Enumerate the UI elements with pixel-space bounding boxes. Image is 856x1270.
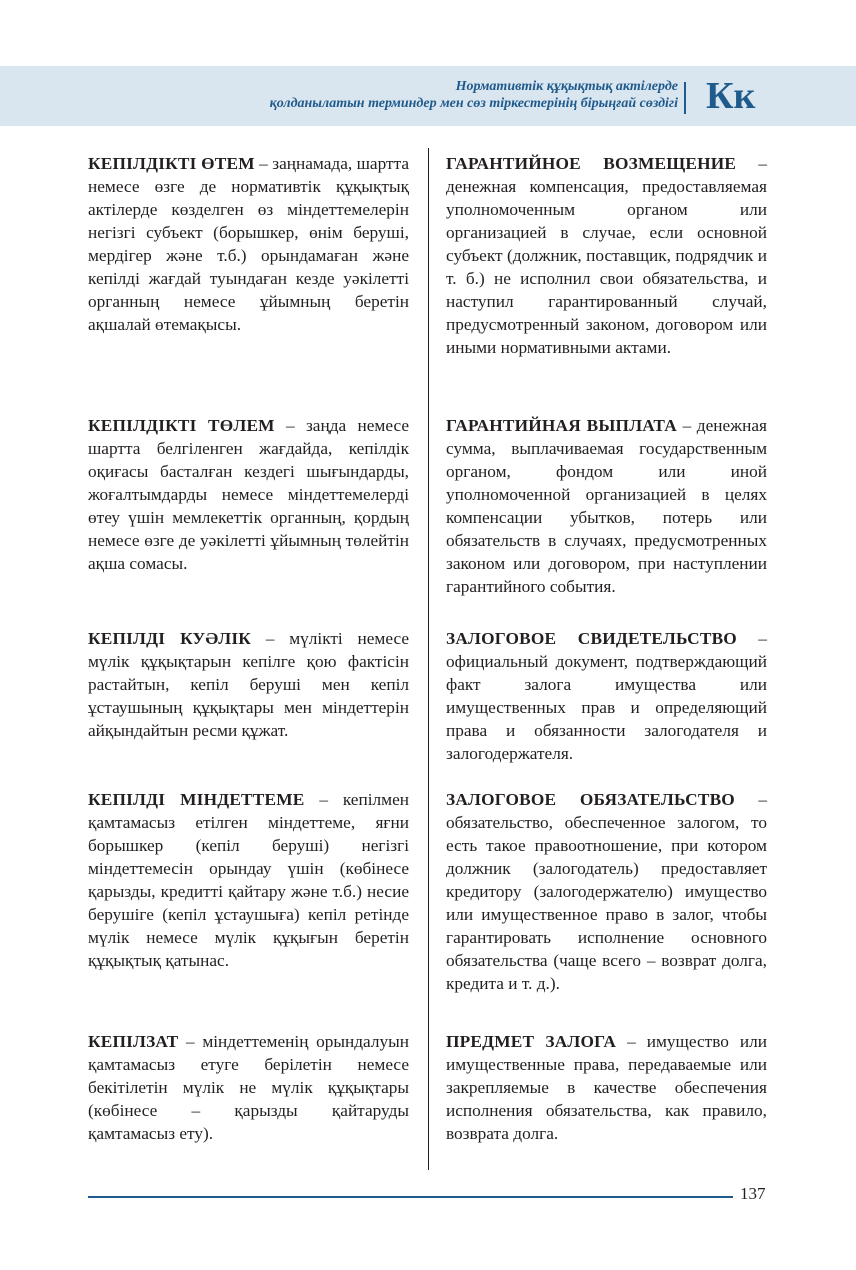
dictionary-entry bbox=[446, 1030, 767, 1145]
entry-term: КЕПІЛДІ МІНДЕТТЕМЕ bbox=[88, 790, 305, 809]
entry-term: КЕПІЛДІ КУӘЛІК bbox=[88, 629, 252, 648]
entry-definition: – заңда немесе шартта белгіленген жағдайда, кепілдік оқиғасы басталған кездегі шығындарды, жоғалтымдарды немесе міндеттемелерді өтеу үшін мемлекеттік органның, қордың немесе өзге де уәкілетті ұйымның төлейтін ақша сомасы. bbox=[88, 416, 409, 573]
entry-term: ЗАЛОГОВОЕ СВИДЕТЕЛЬСТВО bbox=[446, 629, 737, 648]
entry-term: ПРЕДМЕТ ЗАЛОГА bbox=[446, 1032, 617, 1051]
entry-term: ГАРАНТИЙНОЕ ВОЗМЕЩЕНИЕ bbox=[446, 154, 737, 173]
dictionary-entry bbox=[88, 627, 409, 742]
dictionary-entry bbox=[446, 627, 767, 765]
entry-term: ГАРАНТИЙНАЯ ВЫПЛАТА bbox=[446, 416, 677, 435]
entry-definition: – заңнамада, шартта немесе өзге де нормативтік құқықтық актілерде көзделген өз міндеттемелерін негізгі субъект (борышкер, өнім беруші, мердігер және т.б.) орындамаған және кепілді жағдай туындаған кезде уәкілетті органның немесе ұйымның беретін ақшалай өтемақысы. bbox=[88, 154, 410, 334]
entry-term: КЕПІЛДІКТІ ТӨЛЕМ bbox=[88, 416, 275, 435]
dictionary-entry bbox=[88, 152, 409, 336]
dictionary-entry bbox=[446, 414, 767, 598]
entry-definition: – міндеттеменің орындалуын қамтамасыз етуге берілетін немесе бекітілетін мүлік не мүлік құқықтары (көбінесе – қарызды қайтаруды қамтамасыз ету). bbox=[88, 1032, 409, 1143]
entry-definition: – кепілмен қамтамасыз етілген міндеттеме, яғни борышкер (кепіл беруші) негізгі міндеттемесін орындау үшін (көбінесе қарызды, кредитті қайтару және т.б.) несие берушіге (кепіл ұстаушыға) кепіл ретінде мүлік немесе мүлік құқығын беретін құқықтық қатынас. bbox=[88, 790, 409, 970]
running-header-line-2: қолданылатын терминдер мен сөз тіркестерінің бірыңғай сөздігі bbox=[269, 96, 678, 111]
entry-definition: – денежная компенсация, предоставляемая уполномоченным органом или организацией в случае, если основной субъект (должник, поставщик, подрядчик и т. б.) не исполнил свои обязательства, и наступил гарантированный случай, предусмотренный законом, договором или иными нормативными актами. bbox=[446, 154, 767, 357]
entry-definition: – мүлікті немесе мүлік құқықтарын кепілге қою фактісін растайтын, кепіл беруші мен кепіл ұстаушының құқықтары мен міндеттерін айқындайтын ресми құжат. bbox=[88, 629, 409, 740]
entry-definition: – обязательство, обеспеченное залогом, то есть такое правоотношение, при котором должник (залогодатель) предоставляет кредитору (залогодержателю) имущество или имущественное право в залог, чтобы гарантировать исполнение основного обязательства (чаще всего – возврат долга, кредита и т. д.). bbox=[446, 790, 767, 993]
running-header bbox=[118, 78, 678, 112]
dictionary-entry bbox=[446, 152, 767, 359]
entry-term: ЗАЛОГОВОЕ ОБЯЗАТЕЛЬСТВО bbox=[446, 790, 735, 809]
entry-definition: – официальный документ, подтверждающий факт залога имущества или имущественных прав и определяющий права и обязанности залогодателя и залогодержателя. bbox=[446, 629, 767, 763]
dictionary-entry bbox=[88, 414, 409, 575]
entry-term: КЕПІЛЗАТ bbox=[88, 1032, 179, 1051]
dictionary-entry bbox=[88, 788, 409, 972]
running-header-line-1: Нормативтік құқықтық актілерде bbox=[455, 79, 678, 94]
dictionary-entry bbox=[88, 1030, 409, 1145]
footer-rule bbox=[88, 1196, 733, 1198]
page-number: 137 bbox=[740, 1184, 766, 1203]
header-divider bbox=[684, 82, 686, 114]
column-divider bbox=[428, 148, 429, 1170]
entry-definition: – денежная сумма, выплачиваемая государственным органом, фондом или иной уполномоченной организацией в целях компенсации убытков, потерь или обязательств в случаях, предусмотренных законом или договором, при наступлении гарантийного события. bbox=[446, 416, 767, 596]
entry-term: КЕПІЛДІКТІ ӨТЕМ bbox=[88, 154, 255, 173]
dictionary-entry bbox=[446, 788, 767, 995]
entry-definition: – имущество или имущественные права, передаваемые или закрепляемые в качестве обеспечения исполнения обязательства, как правило, возврата долга. bbox=[446, 1032, 767, 1143]
section-letter: Кк bbox=[706, 75, 756, 117]
